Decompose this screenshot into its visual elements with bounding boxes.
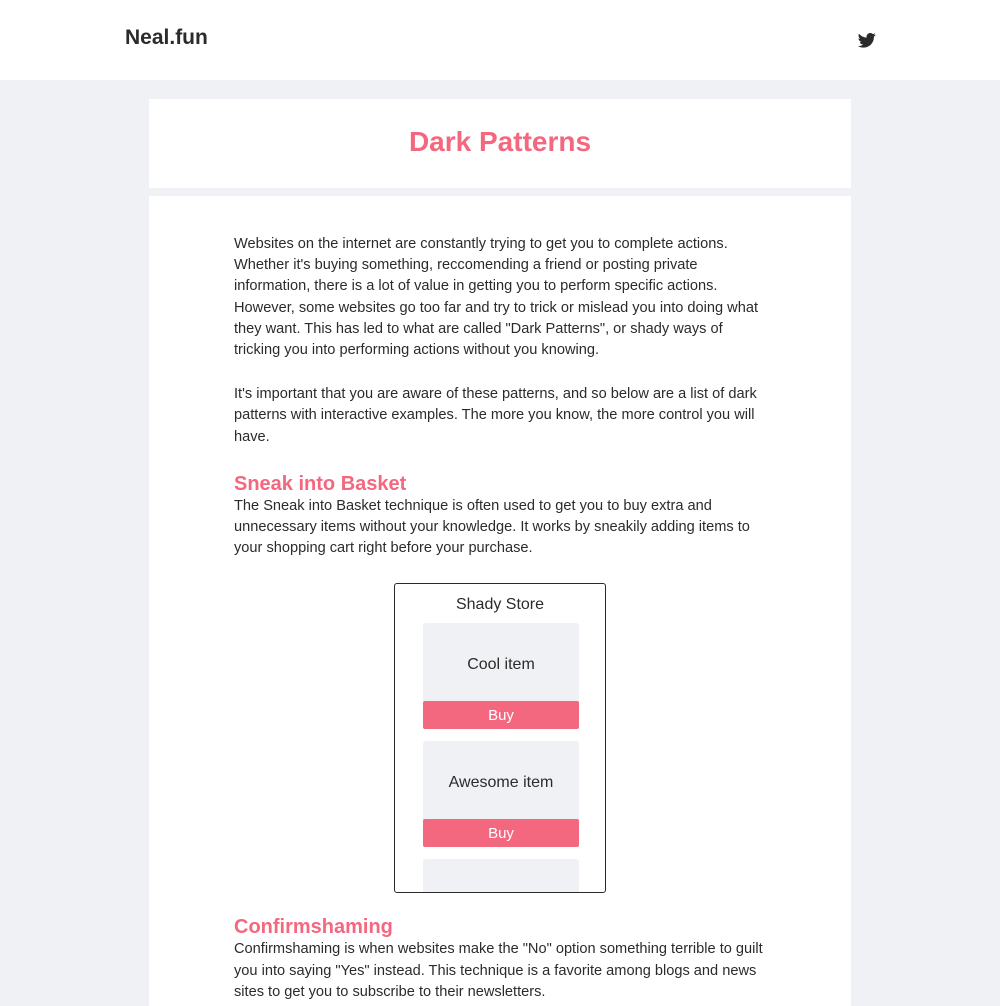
page-title: Dark Patterns xyxy=(408,126,592,157)
section-heading-sneak-into-basket: Sneak into Basket xyxy=(234,472,407,495)
store-item xyxy=(423,741,579,847)
section-body-sneak-into-basket: The Sneak into Basket technique is often used to get you to buy extra and unnecessary items without your knowledge. It works by sneakily adding items to your shopping cart right before your purchase. xyxy=(234,497,750,557)
buy-button[interactable]: Buy xyxy=(423,701,579,729)
item-name: Cool item xyxy=(467,656,535,674)
item-name xyxy=(423,890,579,893)
article-content xyxy=(234,234,766,1003)
section-heading-confirmshaming: Confirmshaming xyxy=(234,916,393,939)
store-item xyxy=(423,623,579,729)
intro-paragraph-2: It's important that you are aware of these patterns, and so below are a list of dark patterns with interactive examples. The more you know, the more control you will have. xyxy=(234,386,757,445)
store-title: Shady Store xyxy=(455,596,545,614)
content-card xyxy=(149,196,851,1006)
section-body-confirmshaming: Confirmshaming is when websites make the "No" option something terrible to guilt you into saying "Yes" instead. This technique is a favorite among blogs and news sites to get you to subscribe to their newsletters. xyxy=(234,941,763,1000)
intro-paragraph-1: Websites on the internet are constantly trying to get you to complete actions. Whether it's buying something, reccomending a friend or posting private information, there is a lot of value in getting you to perform specific actions. However, some websites go too far and try to trick or mislead you into doing what they want. This has led to what are called "Dark Patterns", or shady ways of tricking you into performing actions without you knowing. xyxy=(234,236,759,359)
site-logo-link[interactable]: Neal.fun xyxy=(125,26,208,49)
item-name: Awesome item xyxy=(448,774,554,792)
buy-button[interactable]: Buy xyxy=(423,819,579,847)
shady-store-demo[interactable] xyxy=(394,583,606,893)
title-card xyxy=(149,99,851,188)
top-navbar xyxy=(0,0,1000,80)
store-item xyxy=(423,859,579,893)
twitter-icon[interactable] xyxy=(858,31,876,49)
